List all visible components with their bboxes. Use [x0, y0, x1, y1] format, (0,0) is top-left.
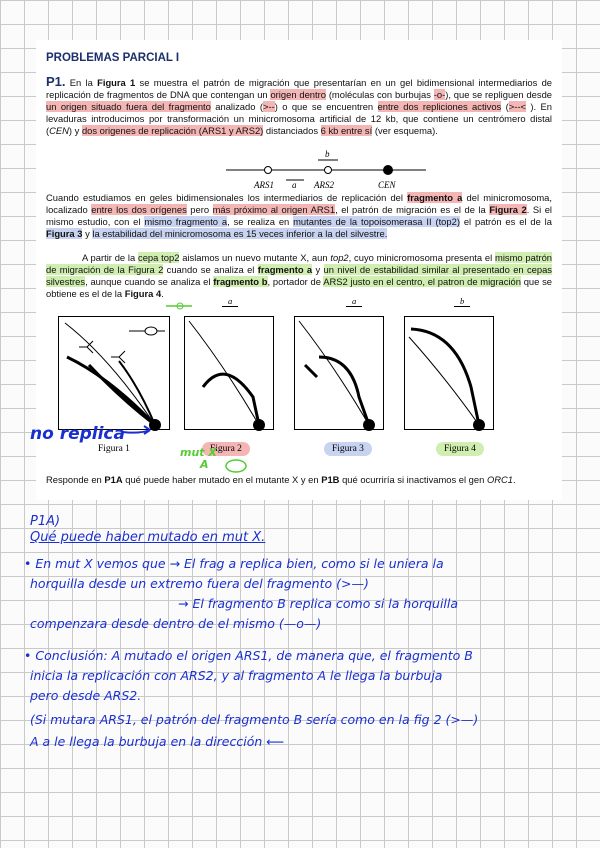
schema-b: b	[325, 149, 330, 159]
schema-cen: CEN	[378, 180, 396, 190]
annotation-a-mark: A	[200, 458, 209, 471]
answer-heading: P1A)	[30, 514, 61, 529]
schema-a: a	[292, 180, 297, 190]
figure-3-label: Figura 3	[324, 442, 372, 456]
answer-question: Qué puede haber mutado en mut X.	[30, 530, 266, 545]
answer-line-7: • Conclusión: A mutado el origen ARS1, de manera que, el fragmento B	[24, 648, 473, 663]
figure-3-bar-label: a	[352, 296, 357, 306]
answer-line-4: horquilla desde un extremo fuera del fragmento (>—)	[30, 576, 369, 591]
annotation-no-replica: no replica	[30, 424, 125, 444]
answer-line-11: A a le llega la burbuja en la dirección ⟵	[30, 734, 285, 749]
page-title: PROBLEMAS PARCIAL I	[46, 52, 180, 64]
answer-line-5: → El fragmento B replica como si la horquilla	[178, 596, 459, 611]
figure-2-label: Figura 2	[202, 442, 250, 456]
paragraph-3: A partir de la cepa top2 aislamos un nuevo mutante X, aun top2, cuyo minicromosoma presenta el mismo patrón de migración de la Figura 2 cuando se analiza el fragmento a y un nivel de estabilidad similar al presentado en cepas silvestres, aunque cuando se analiza el fragmento b, portador de ARS2 justo en el centro, el patron de migración que se obtiene es el de la Figura 4.	[46, 252, 553, 300]
answer-line-6: compenzara desde dentro de el mismo (—o—)	[30, 616, 322, 631]
answer-line-8: inicia la replicación con ARS2, y al fragmento A le llega la burbuja	[30, 668, 443, 683]
schema-ars2: ARS2	[314, 180, 334, 190]
figure-4-bar-label: b	[460, 296, 465, 306]
answer-line-9: pero desde ARS2.	[30, 688, 142, 703]
figure-4-label: Figura 4	[436, 442, 484, 456]
annotation-mut-x: mut X	[180, 446, 217, 459]
answer-line-3: • En mut X vemos que → El frag a replica bien, como si le uniera la	[24, 556, 444, 571]
paragraph-1: P1. En la Figura 1 se muestra el patrón de migración que presentarían en un gel bidimensional intermediarios de replicación de fragmentos de DNA que contengan un origen dentro (moléculas con burbujas -o-), que se repliguen desde un origen situado fuera del fragmento analizado (>--) o que se encuentren entre dos repliciones activos (>--< ). En levaduras introducimos por transformación un minicromosoma artificial de 12 kb, que contiene un centrómero distal (CEN) y dos origenes de replicación (ARS1 y ARS2) distanciados 6 kb entre sí (ver esquema).	[46, 74, 553, 137]
figure-1-label: Figura 1	[98, 444, 130, 454]
answer-line-10: (Si mutara ARS1, el patrón del fragmento B sería como en la fig 2 (>—)	[30, 712, 479, 727]
paragraph-2: Cuando estudiamos en geles bidimensionales los intermediarios de replicación del fragmento a del minicromosoma, localizado entre los dos orígenes pero más próximo al origen ARS1, el patrón de migración es el de la Figura 2. Si el mismo estudio, con el mismo fragmento a, se realiza en mutantes de la topoisomerasa II (top2) el patrón es el de la Figura 3 y la estabilidad del minicromosoma es 15 veces inferior a la del silvestre.	[46, 192, 552, 240]
schema-ars1: ARS1	[254, 180, 274, 190]
question-line: Responde en P1A qué puede haber mutado en el mutante X y en P1B qué ocurriría si inactivamos el gen ORC1.	[46, 474, 516, 485]
figure-2-bar-label: a	[228, 296, 233, 306]
